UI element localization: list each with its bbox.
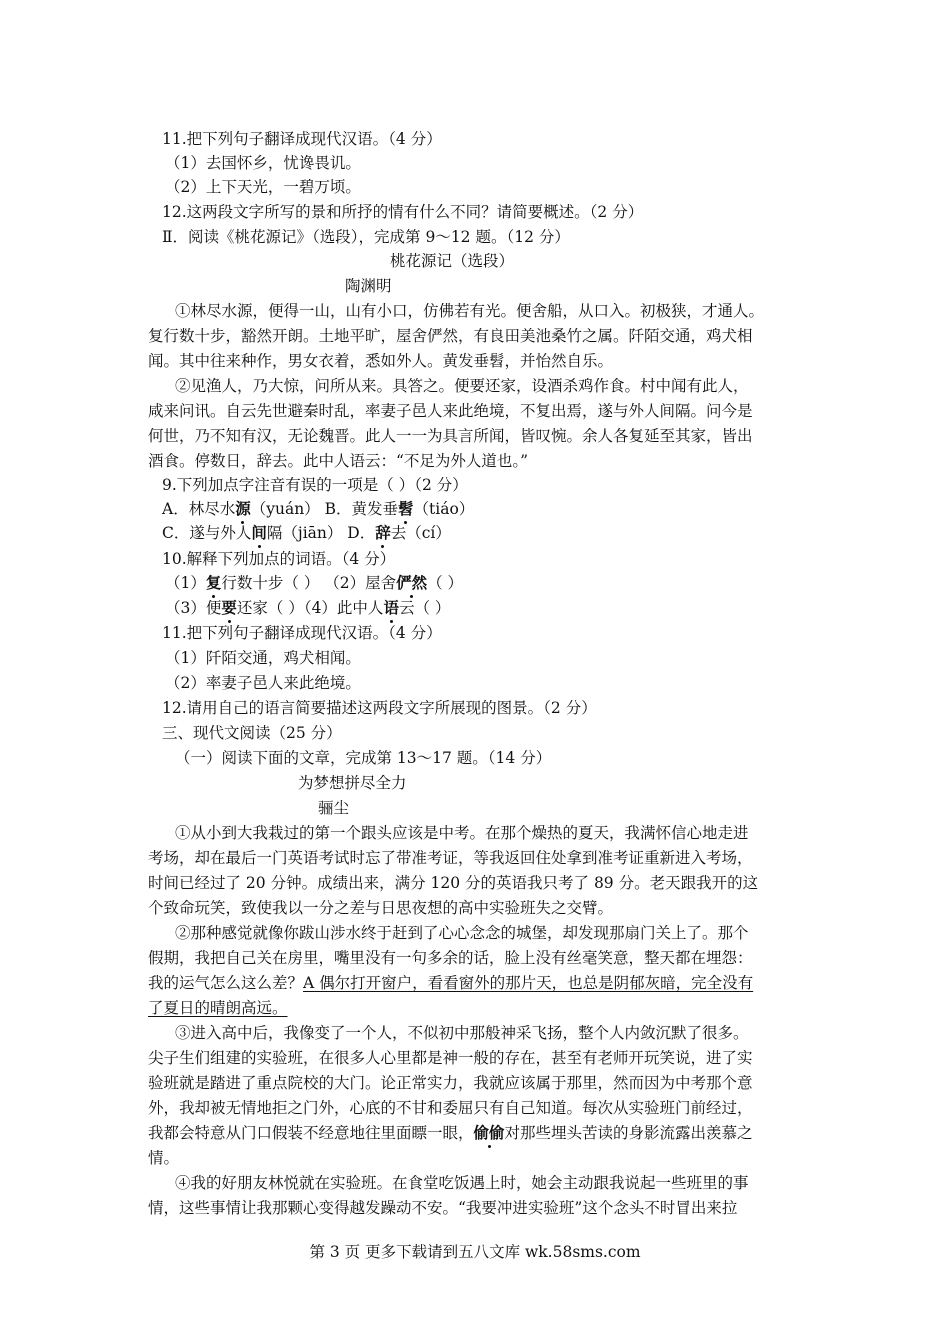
emphasized-char: 辞 — [375, 523, 391, 542]
text-line — [148, 1122, 753, 1144]
text-line: 桃花源记（选段） — [390, 252, 515, 270]
emphasized-char: 髫 — [398, 499, 414, 518]
text-line: 闻。其中往来种作，男女衣着，悉如外人。黄发垂髫，并怡然自乐。 — [148, 352, 614, 370]
text-segment: （yuán） B．黄发垂 — [250, 500, 398, 518]
text-line: 情，这些事情让我那颗心变得越发躁动不安。“我要冲进实验班”这个念头不时冒出来拉 — [148, 1199, 738, 1217]
text-line: ①从小到大我栽过的第一个跟头应该是中考。在那个燥热的夏天，我满怀信心地走进 — [175, 824, 749, 842]
text-segment: 对那些埋头苦读的身影流露出羡慕之 — [504, 1124, 753, 1142]
text-segment: （1） — [165, 574, 206, 592]
underlined-sentence: A 偶尔打开窗户，看看窗外的那片天，也总是阴郁灰暗，完全没有 — [303, 974, 754, 992]
text-line — [162, 498, 474, 520]
text-segment: 还家（ ）（4）此中人 — [236, 599, 384, 617]
emphasized-char: 源 — [235, 499, 251, 518]
text-segment: 隔（jiān） D． — [266, 524, 376, 542]
text-line: ②那种感觉就像你跋山涉水终于赶到了心心念念的城堡，却发现那扇门关上了。那个 — [175, 924, 749, 942]
text-line: （1）去国怀乡，忧谗畏讥。 — [165, 154, 361, 172]
text-line: 尖子生们组建的实验班，在很多人心里都是神一般的存在，甚至有老师开玩笑说，进了实 — [148, 1049, 753, 1067]
emphasized-char: 偷偷 — [473, 1123, 505, 1142]
emphasized-char: 语 — [383, 598, 399, 617]
text-line: 11.把下列句子翻译成现代汉语。（4 分） — [162, 130, 442, 148]
text-line: （1）阡陌交通，鸡犬相闻。 — [165, 649, 361, 667]
text-line: ④我的好朋友林悦就在实验班。在食堂吃饭遇上时，她会主动跟我说起一些班里的事 — [175, 1174, 749, 1192]
text-segment: 行数十步（ ） （2）屋舍 — [221, 574, 397, 592]
text-segment: 我的运气怎么这么差？ — [148, 974, 304, 992]
text-line: 外，我却被无情地拒之门外，心底的不甘和委屈只有自己知道。每次从实验班门前经过， — [148, 1099, 753, 1117]
text-line: 验班就是踏进了重点院校的大门。论正常实力，我就应该属于那里，然而因为中考那个意 — [148, 1074, 753, 1092]
text-segment: 我都会特意从门口假装不经意地往里面瞟一眼， — [148, 1124, 474, 1142]
emphasized-char: 要 — [221, 598, 237, 617]
text-segment: （tiáo） — [413, 500, 475, 518]
text-line: 时间已经过了 20 分钟。成绩出来，满分 120 分的英语我只考了 89 分。老天跟我开的这 — [148, 874, 759, 892]
text-segment: 去（cí） — [390, 524, 451, 542]
text-line: 10.解释下列加点的词语。（4 分） — [162, 550, 396, 568]
text-line: 考场，却在最后一门英语考试时忘了带准考证，等我返回住处拿到准考证重新进入考场， — [148, 849, 753, 867]
text-line: 何世，乃不知有汉，无论魏晋。此人一一为具言所闻，皆叹惋。余人各复延至其家，皆出 — [148, 427, 753, 445]
text-line: 假期，我把自己关在房里，嘴里没有一句多余的话，脸上没有丝毫笑意，整天都在埋怨： — [148, 949, 753, 967]
text-line — [148, 972, 753, 994]
text-line: 为梦想拼尽全力 — [298, 774, 407, 792]
text-line: 复行数十步，豁然开朗。土地平旷，屋舍俨然，有良田美池桑竹之属。阡陌交通，鸡犬相 — [148, 327, 753, 345]
text-line: 12.请用自己的语言简要描述这两段文字所展现的图景。（2 分） — [162, 699, 597, 717]
text-segment: （3）便 — [165, 599, 222, 617]
underlined-sentence: 了夏日的晴朗高远。 — [148, 999, 288, 1017]
text-line: 咸来问讯。自云先世避秦时乱，率妻子邑人来此绝境，不复出焉，遂与外人间隔。问今是 — [148, 402, 753, 420]
text-line: 骊尘 — [318, 799, 350, 817]
text-line — [148, 997, 288, 1019]
text-segment: （ ） — [427, 574, 464, 592]
emphasized-char: 间 — [251, 523, 267, 542]
text-line: ②见渔人，乃大惊，问所从来。具答之。便要还家，设酒杀鸡作食。村中闻有此人， — [175, 377, 749, 395]
text-line — [165, 572, 463, 594]
text-line: ①林尽水源，便得一山，山有小口，仿佛若有光。便舍船，从口入。初极狭，才通人。 — [175, 302, 765, 320]
text-line: 11.把下列句子翻译成现代汉语。（4 分） — [162, 624, 442, 642]
text-line: 三、现代文阅读（25 分） — [162, 724, 342, 742]
text-line: 情。 — [148, 1149, 180, 1167]
text-line: 9.下列加点字注音有误的一项是（ ）（2 分） — [162, 476, 468, 494]
text-line: 个致命玩笑，致使我以一分之差与日思夜想的高中实验班失之交臂。 — [148, 899, 614, 917]
emphasized-char: 俨然 — [396, 573, 428, 592]
text-segment: 云（ ） — [398, 599, 451, 617]
text-line: （2）上下天光，一碧万顷。 — [165, 178, 361, 196]
text-line: 酒食。停数日，辞去。此中人语云：“不足为外人道也。” — [148, 452, 529, 470]
page-footer: 第 3 页 更多下载请到五八文库 wk.58sms.com — [309, 1243, 641, 1261]
text-line: 12.这两段文字所写的景和所抒的情有什么不同？请简要概述。（2 分） — [162, 203, 644, 221]
text-segment: A．林尽水 — [162, 500, 236, 518]
text-line: Ⅱ．阅读《桃花源记》（选段），完成第 9～12 题。（12 分） — [162, 228, 570, 246]
text-line: （2）率妻子邑人来此绝境。 — [165, 674, 361, 692]
text-line — [165, 597, 450, 619]
emphasized-char: 复 — [205, 573, 222, 592]
text-line: （一）阅读下面的文章，完成第 13～17 题。（14 分） — [175, 749, 552, 767]
text-line: 陶渊明 — [345, 277, 392, 295]
text-line: ③进入高中后，我像变了一个人，不似初中那般神采飞扬，整个人内敛沉默了很多。 — [175, 1024, 749, 1042]
text-line — [162, 522, 451, 544]
text-segment: C．遂与外人 — [162, 524, 252, 542]
